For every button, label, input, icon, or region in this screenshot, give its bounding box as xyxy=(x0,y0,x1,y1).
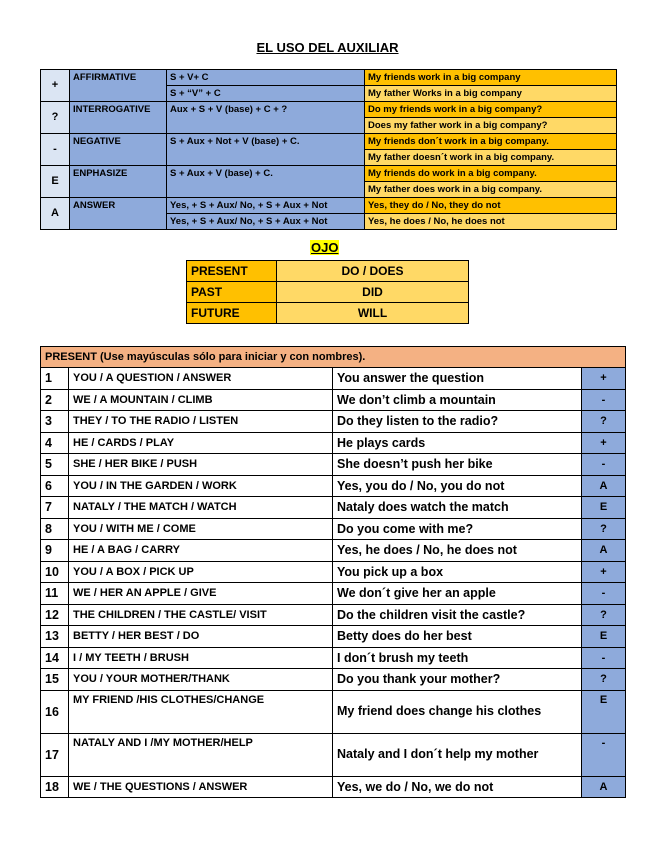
row-number: 18 xyxy=(41,776,69,798)
affirmative-formula-1: S + V+ C xyxy=(167,70,365,86)
row-prompt: HE / A BAG / CARRY xyxy=(69,540,333,562)
row-code: + xyxy=(582,432,626,454)
row-code: ? xyxy=(582,411,626,433)
row-code: - xyxy=(582,733,626,776)
negative-example-2: My father doesn´t work in a big company. xyxy=(365,150,617,166)
table-row xyxy=(41,389,626,411)
auxiliary-summary-table xyxy=(40,69,617,230)
row-prompt: THEY / TO THE RADIO / LISTEN xyxy=(69,411,333,433)
row-prompt: YOU / YOUR MOTHER/THANK xyxy=(69,669,333,691)
table-row xyxy=(41,776,626,798)
row-number: 7 xyxy=(41,497,69,519)
emphasize-symbol: E xyxy=(41,166,70,198)
table-row xyxy=(41,583,626,605)
table-row xyxy=(41,626,626,648)
row-number: 2 xyxy=(41,389,69,411)
interrogative-symbol: ? xyxy=(41,102,70,134)
table-row xyxy=(41,561,626,583)
row-prompt: YOU / WITH ME / COME xyxy=(69,518,333,540)
table-row xyxy=(41,518,626,540)
tense-future: FUTURE xyxy=(187,303,277,324)
row-answer: Nataly and I don´t help my mother xyxy=(333,733,582,776)
row-number: 11 xyxy=(41,583,69,605)
row-number: 14 xyxy=(41,647,69,669)
answer-example-2: Yes, he does / No, he does not xyxy=(365,214,617,230)
answer-label: ANSWER xyxy=(70,198,167,230)
emphasize-example-2: My father does work in a big company. xyxy=(365,182,617,198)
exercise-header: PRESENT (Use mayúsculas sólo para iniciar y con nombres). xyxy=(41,347,626,368)
row-answer: Betty does do her best xyxy=(333,626,582,648)
answer-example-1: Yes, they do / No, they do not xyxy=(365,198,617,214)
row-number: 16 xyxy=(41,690,69,733)
row-answer: He plays cards xyxy=(333,432,582,454)
row-number: 1 xyxy=(41,368,69,390)
row-code: ? xyxy=(582,604,626,626)
page-title: EL USO DEL AUXILIAR xyxy=(256,40,399,55)
row-answer: Nataly does watch the match xyxy=(333,497,582,519)
table-row xyxy=(41,669,626,691)
table-row xyxy=(41,690,626,733)
row-number: 8 xyxy=(41,518,69,540)
aux-future: WILL xyxy=(277,303,469,324)
row-prompt: I / MY TEETH / BRUSH xyxy=(69,647,333,669)
row-code: + xyxy=(582,561,626,583)
row-number: 13 xyxy=(41,626,69,648)
table-row xyxy=(41,475,626,497)
aux-present: DO / DOES xyxy=(277,261,469,282)
row-prompt: MY FRIEND /HIS CLOTHES/CHANGE xyxy=(69,690,333,733)
ojo-label: OJO xyxy=(311,240,339,255)
answer-formula-2: Yes, + S + Aux/ No, + S + Aux + Not xyxy=(167,214,365,230)
row-answer: Do they listen to the radio? xyxy=(333,411,582,433)
row-code: ? xyxy=(582,518,626,540)
answer-symbol: A xyxy=(41,198,70,230)
row-code: - xyxy=(582,389,626,411)
row-prompt: SHE / HER BIKE / PUSH xyxy=(69,454,333,476)
emphasize-label: ENPHASIZE xyxy=(70,166,167,198)
row-number: 15 xyxy=(41,669,69,691)
affirmative-symbol: + xyxy=(41,70,70,102)
table-row xyxy=(41,497,626,519)
row-code: - xyxy=(582,647,626,669)
row-prompt: NATALY / THE MATCH / WATCH xyxy=(69,497,333,519)
negative-example-1: My friends don´t work in a big company. xyxy=(365,134,617,150)
affirmative-example-1: My friends work in a big company xyxy=(365,70,617,86)
row-code: - xyxy=(582,454,626,476)
row-prompt: YOU / IN THE GARDEN / WORK xyxy=(69,475,333,497)
row-number: 5 xyxy=(41,454,69,476)
row-prompt: THE CHILDREN / THE CASTLE/ VISIT xyxy=(69,604,333,626)
row-number: 10 xyxy=(41,561,69,583)
row-code: - xyxy=(582,583,626,605)
table-row xyxy=(41,454,626,476)
row-prompt: YOU / A QUESTION / ANSWER xyxy=(69,368,333,390)
row-prompt: BETTY / HER BEST / DO xyxy=(69,626,333,648)
row-code: A xyxy=(582,475,626,497)
row-number: 6 xyxy=(41,475,69,497)
interrogative-example-2: Does my father work in a big company? xyxy=(365,118,617,134)
row-answer: Yes, you do / No, you do not xyxy=(333,475,582,497)
row-answer: Do you thank your mother? xyxy=(333,669,582,691)
row-prompt: WE / A MOUNTAIN / CLIMB xyxy=(69,389,333,411)
row-answer: You answer the question xyxy=(333,368,582,390)
row-prompt: WE / HER AN APPLE / GIVE xyxy=(69,583,333,605)
row-answer: Yes, we do / No, we do not xyxy=(333,776,582,798)
table-row xyxy=(41,540,626,562)
row-answer: We don´t give her an apple xyxy=(333,583,582,605)
row-prompt: YOU / A BOX / PICK UP xyxy=(69,561,333,583)
row-code: E xyxy=(582,497,626,519)
row-number: 3 xyxy=(41,411,69,433)
aux-past: DID xyxy=(277,282,469,303)
row-answer: My friend does change his clothes xyxy=(333,690,582,733)
tense-past: PAST xyxy=(187,282,277,303)
row-code: A xyxy=(582,540,626,562)
negative-symbol: - xyxy=(41,134,70,166)
interrogative-formula: Aux + S + V (base) + C + ? xyxy=(167,102,365,134)
affirmative-example-2: My father Works in a big company xyxy=(365,86,617,102)
row-prompt: WE / THE QUESTIONS / ANSWER xyxy=(69,776,333,798)
exercise-table xyxy=(40,346,626,798)
row-number: 9 xyxy=(41,540,69,562)
table-row xyxy=(41,368,626,390)
table-row xyxy=(41,647,626,669)
row-code: + xyxy=(582,368,626,390)
row-answer: She doesn’t push her bike xyxy=(333,454,582,476)
row-answer: Yes, he does / No, he does not xyxy=(333,540,582,562)
row-number: 12 xyxy=(41,604,69,626)
row-answer: Do you come with me? xyxy=(333,518,582,540)
affirmative-label: AFFIRMATIVE xyxy=(70,70,167,102)
interrogative-example-1: Do my friends work in a big company? xyxy=(365,102,617,118)
row-answer: You pick up a box xyxy=(333,561,582,583)
affirmative-formula-2: S + “V” + C xyxy=(167,86,365,102)
row-prompt: HE / CARDS / PLAY xyxy=(69,432,333,454)
table-row xyxy=(41,432,626,454)
table-row xyxy=(41,604,626,626)
negative-formula: S + Aux + Not + V (base) + C. xyxy=(167,134,365,166)
row-code: A xyxy=(582,776,626,798)
row-number: 17 xyxy=(41,733,69,776)
row-prompt: NATALY AND I /MY MOTHER/HELP xyxy=(69,733,333,776)
row-answer: Do the children visit the castle? xyxy=(333,604,582,626)
tense-auxiliary-table xyxy=(186,260,469,324)
negative-label: NEGATIVE xyxy=(70,134,167,166)
answer-formula-1: Yes, + S + Aux/ No, + S + Aux + Not xyxy=(167,198,365,214)
row-code: E xyxy=(582,626,626,648)
table-row xyxy=(41,733,626,776)
interrogative-label: INTERROGATIVE xyxy=(70,102,167,134)
tense-present: PRESENT xyxy=(187,261,277,282)
row-answer: I don´t brush my teeth xyxy=(333,647,582,669)
row-answer: We don’t climb a mountain xyxy=(333,389,582,411)
emphasize-example-1: My friends do work in a big company. xyxy=(365,166,617,182)
emphasize-formula: S + Aux + V (base) + C. xyxy=(167,166,365,198)
row-number: 4 xyxy=(41,432,69,454)
table-row xyxy=(41,411,626,433)
row-code: E xyxy=(582,690,626,733)
row-code: ? xyxy=(582,669,626,691)
